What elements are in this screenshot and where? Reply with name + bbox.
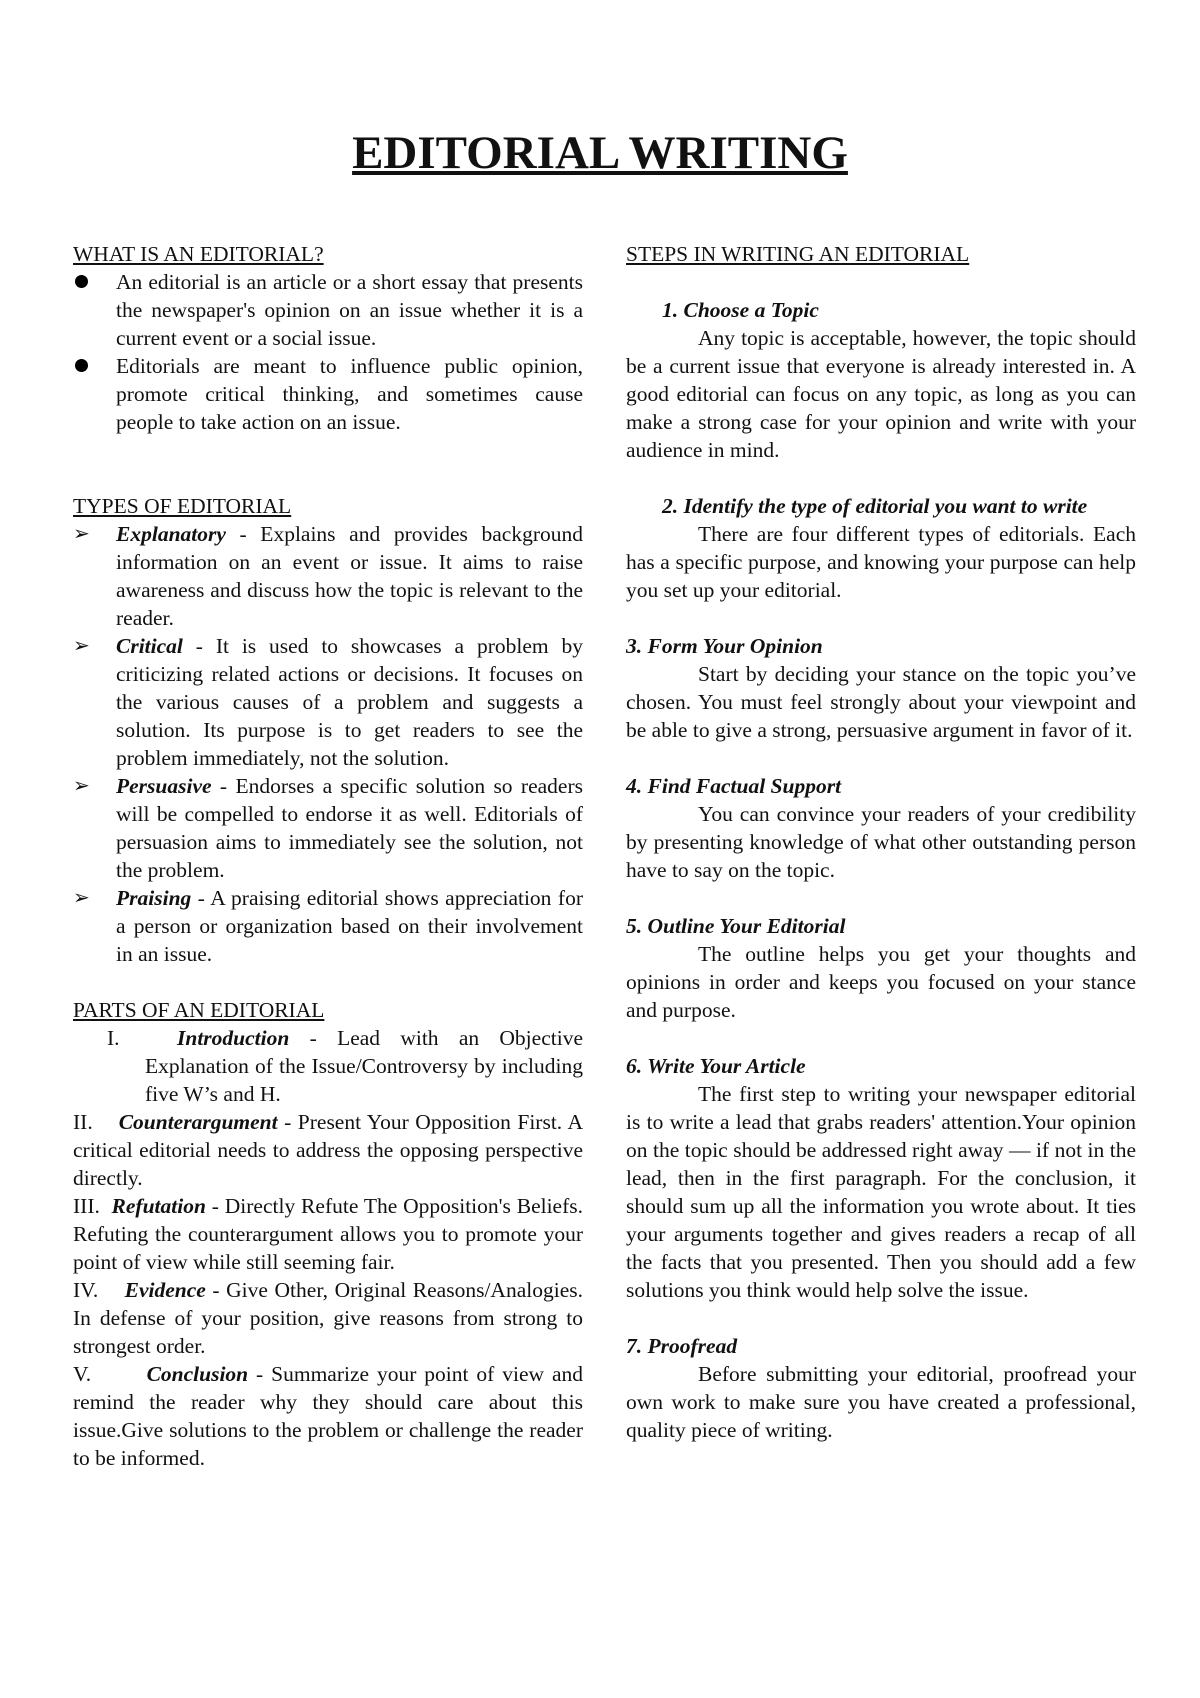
- list-item: [73, 884, 583, 968]
- part-term: Conclusion: [146, 1362, 249, 1386]
- step-body: There are four different types of editorials. Each has a specific purpose, and knowing your purpose can help you set up your editorial.: [626, 522, 1136, 602]
- part-description: - Summarize your point of view and remind the reader why they should care about this issue.Give solutions to the problem or challenge the reader to be informed.: [73, 1362, 583, 1470]
- part-term: Refutation: [111, 1194, 206, 1218]
- bullet-text: Editorials are meant to influence public opinion, promote critical thinking, and sometimes cause people to take action on an issue.: [116, 354, 583, 434]
- arrow-bullet-icon: ➢: [73, 523, 90, 545]
- type-description: - It is used to showcases a problem by criticizing related actions or decisions. It focuses on the various causes of a problem and suggests a solution. Its purpose is to get readers to see the problem immediately, not the solution.: [116, 634, 583, 770]
- part-item: [73, 1192, 583, 1276]
- list-item: [73, 632, 583, 772]
- part-term: Introduction: [177, 1026, 290, 1050]
- part-item: [73, 1360, 583, 1472]
- part-number: III.: [73, 1194, 100, 1218]
- list-item: [73, 268, 583, 352]
- bullet-icon: [75, 359, 88, 372]
- type-term: Persuasive: [116, 774, 212, 798]
- step-body: The outline helps you get your thoughts and opinions in order and keeps you focused on your stance and purpose.: [626, 942, 1136, 1022]
- type-term: Praising: [116, 886, 192, 910]
- types-list: [73, 520, 583, 968]
- step-body: Before submitting your editorial, proofread your own work to make sure you have created a professional, quality piece of writing.: [626, 1362, 1136, 1442]
- part-number: I.: [107, 1026, 120, 1050]
- bullet-text: An editorial is an article or a short essay that presents the newspaper's opinion on an issue whether it is a current event or a social issue.: [116, 270, 583, 350]
- part-item: [73, 1276, 583, 1360]
- what-bullet-list: [73, 268, 583, 436]
- part-item: [73, 1108, 583, 1192]
- step-title: 4. Find Factual Support: [626, 774, 842, 798]
- list-item: [73, 772, 583, 884]
- section-heading-steps: STEPS IN WRITING AN EDITORIAL: [626, 242, 970, 266]
- step-title: 6. Write Your Article: [626, 1054, 806, 1078]
- step-title: 1. Choose a Topic: [662, 298, 819, 322]
- type-term: Critical: [116, 634, 183, 658]
- part-description: - Directly Refute The Opposition's Beliefs. Refuting the counterargument allows you to promote your point of view while still seeming fair.: [73, 1194, 584, 1274]
- type-description: - Explains and provides background information on an event or issue. It aims to raise awareness and discuss how the topic is relevant to the reader.: [116, 522, 583, 630]
- page-title: EDITORIAL WRITING: [352, 127, 848, 179]
- part-term: Counterargument: [118, 1110, 278, 1134]
- step-title: 5. Outline Your Editorial: [626, 914, 846, 938]
- arrow-bullet-icon: ➢: [73, 775, 90, 797]
- type-description: - Endorses a specific solution so readers will be compelled to endorse it as well. Editorials of persuasion aims to immediately see the solution, not the problem.: [116, 774, 583, 882]
- type-term: Explanatory: [116, 522, 226, 546]
- part-description: - Present Your Opposition First. A critical editorial needs to address the opposing perspective directly.: [73, 1110, 584, 1190]
- step-title: 3. Form Your Opinion: [626, 634, 823, 658]
- list-item: [73, 520, 583, 632]
- section-heading-what: WHAT IS AN EDITORIAL?: [73, 242, 324, 266]
- right-column: [626, 240, 1136, 1444]
- section-heading-parts: PARTS OF AN EDITORIAL: [73, 998, 325, 1022]
- step-title: 7. Proofread: [626, 1334, 738, 1358]
- part-term: Evidence: [124, 1278, 206, 1302]
- list-item: [73, 352, 583, 436]
- arrow-bullet-icon: ➢: [73, 635, 90, 657]
- part-number: II.: [73, 1110, 93, 1134]
- part-number: V.: [73, 1362, 92, 1386]
- part-number: IV.: [73, 1278, 99, 1302]
- arrow-bullet-icon: ➢: [73, 887, 90, 909]
- bullet-icon: [75, 275, 88, 288]
- part-description: - Give Other, Original Reasons/Analogies. In defense of your position, give reasons from strong to strongest order.: [73, 1278, 583, 1358]
- part-description: - Lead with an Objective Explanation of the Issue/Controversy by including five W’s and H.: [145, 1026, 583, 1106]
- step-body: The first step to writing your newspaper editorial is to write a lead that grabs readers' attention.Your opinion on the topic should be addressed right away — if not in the lead, then in the first paragraph. For the conclusion, it should sum up all the information you wrote about. It ties your arguments together and gives readers a recap of all the facts that you presented. Then you should add a few solutions you think would help solve the issue.: [626, 1082, 1136, 1302]
- step-body: You can convince your readers of your credibility by presenting knowledge of what other outstanding person have to say on the topic.: [626, 802, 1136, 882]
- section-heading-types: TYPES OF EDITORIAL: [73, 494, 292, 518]
- type-description: - A praising editorial shows appreciation for a person or organization based on their involvement in an issue.: [116, 886, 583, 966]
- part-item: [73, 1024, 583, 1108]
- step-body: Start by deciding your stance on the topic you’ve chosen. You must feel strongly about your viewpoint and be able to give a strong, persuasive argument in favor of it.: [626, 662, 1136, 742]
- step-title: 2. Identify the type of editorial you want to write: [662, 494, 1088, 518]
- left-column: [73, 240, 583, 1472]
- step-body: Any topic is acceptable, however, the topic should be a current issue that everyone is already interested in. A good editorial can focus on any topic, as long as you can make a strong case for your opinion and write with your audience in mind.: [626, 326, 1136, 462]
